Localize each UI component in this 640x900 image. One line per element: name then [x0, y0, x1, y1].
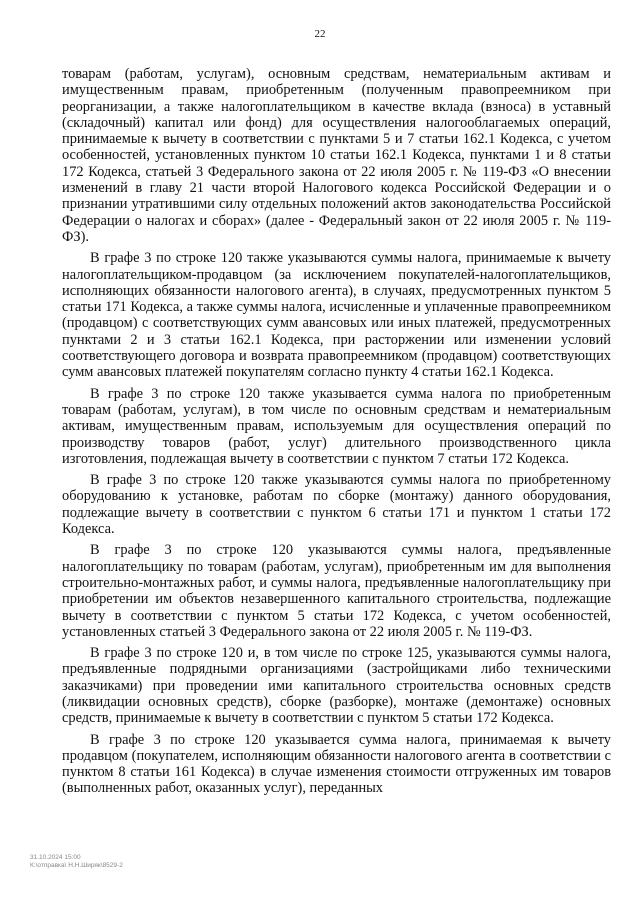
- paragraph: В графе 3 по строке 120 также указывается сумма налога по приобретенным товарам (работам, услугам), в том числе по основным средствам и нематериальным активам, имущественным правам, используемым для осуществления операций по производству товаров (работ, услуг) длительного производственного цикла изготовления, подлежащая вычету в соответствии с пунктом 7 статьи 172 Кодекса.: [62, 385, 611, 467]
- paragraph: В графе 3 по строке 120 также указываются суммы налога по приобретенному оборудованию к установке, работам по сборке (монтажу) данного оборудования, подлежащие вычету в соответствии с пунктом 6 статьи 171 и пунктом 1 статьи 172 Кодекса.: [62, 472, 611, 538]
- paragraph: В графе 3 по строке 120 указывается сумма налога, принимаемая к вычету продавцом (покупателем, исполняющим обязанности налогового агента в соответствии с пунктом 8 статьи 161 Кодекса) в случае изменения стоимости отгруженных им товаров (выполненных работ, оказанных услуг), переданных: [62, 731, 611, 797]
- footer-timestamp: 31.10.2024 15:00: [30, 854, 81, 861]
- paragraph: В графе 3 по строке 120 также указываются суммы налога, принимаемые к вычету налогоплательщиком-продавцом (за исключением покупателей-налогоплательщиков, исполняющих обязанности налогового агента), в случаях, предусмотренных пунктом 5 статьи 171 Кодекса, а также суммы налога, исчисленные и уплаченные правопреемником (продавцом) с соответствующих сумм авансовых или иных платежей, предусмотренных пунктами 2 и 3 статьи 162.1 Кодекса, при расторжении или изменении условий соответствующего договора и возврата правопреемником (продавцом) соответствующих сумм авансовых платежей покупателям согласно пункту 4 статьи 162.1 Кодекса.: [62, 250, 611, 381]
- paragraph: В графе 3 по строке 120 и, в том числе по строке 125, указываются суммы налога, предъявленные подрядными организациями (застройщиками либо техническими заказчиками) при проведении ими капитального строительства основных средств (ликвидации основных средств), сборке (разборке), монтаже (демонтаже) основных средств, принимаемые к вычету в соответствии с пунктом 5 статьи 172 Кодекса.: [62, 645, 611, 727]
- paragraph-continuation: товарам (работам, услугам), основным средствам, нематериальным активам и имущественным правам, приобретенным (полученным правопреемником при реорганизации, а также налогоплательщиком в качестве вклада (взноса) в уставный (складочный) капитал или фонд) для осуществления налогооблагаемых операций, принимаемые к вычету в соответствии с пунктами 5 и 7 статьи 162.1 Кодекса, с учетом особенностей, установленных пунктом 10 статьи 162.1 Кодекса, пунктами 1 и 8 статьи 172 Кодекса, статьей 3 Федерального закона от 22 июля 2005 г. № 119-ФЗ «О внесении изменений в главу 21 части второй Налогового кодекса Российской Федерации и о признании утратившими силу отдельных положений актов законодательства Российской Федерации о налогах и сборах» (далее - Федеральный закон от 22 июля 2005 г. № 119-ФЗ).: [62, 66, 611, 245]
- page-number: 22: [314, 28, 326, 40]
- document-footer-stamp: [30, 854, 123, 870]
- document-body: [62, 66, 611, 802]
- footer-file-path: К:\отправка\ Н.Н.Ширяк\8529-2: [30, 862, 123, 869]
- paragraph: В графе 3 по строке 120 указываются суммы налога, предъявленные налогоплательщику по товарам (работам, услугам), приобретенным им для выполнения строительно-монтажных работ, и суммы налога, предъявленные налогоплательщику при приобретении им объектов незавершенного капитального строительства, подлежащие вычету в соответствии с пунктом 5 статьи 172 Кодекса, с учетом особенностей, установленных статьей 3 Федерального закона от 22 июля 2005 г. № 119-ФЗ.: [62, 542, 611, 640]
